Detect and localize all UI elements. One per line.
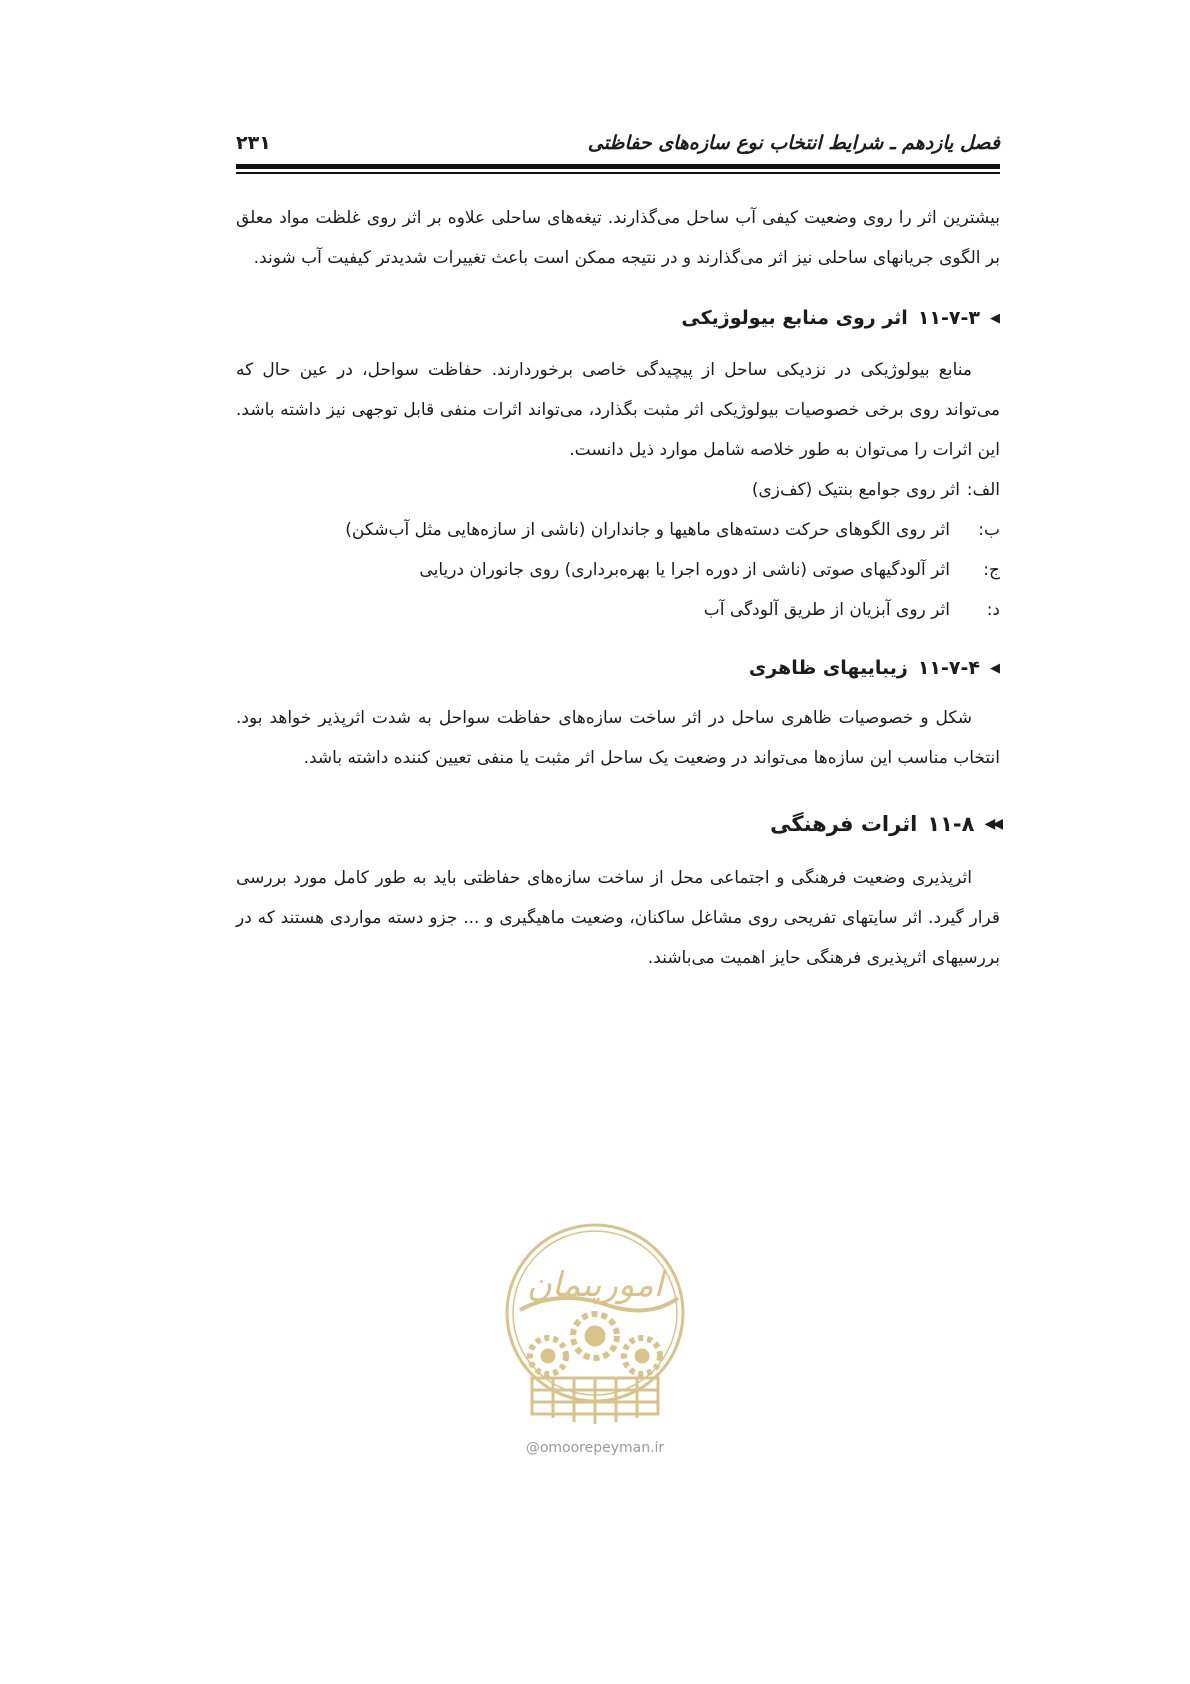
- double-triangle-left-icon: ◀◀: [984, 816, 1000, 832]
- list-item: [236, 470, 1000, 510]
- section-number: ۱۱-۷-۳: [917, 307, 980, 329]
- list-item: [236, 550, 1000, 590]
- list-item-text: اثر آلودگیهای صوتی (ناشی از دوره اجرا یا بهره‌برداری) روی جانوران دریایی: [419, 560, 950, 580]
- list-item-key: الف:: [966, 480, 1000, 500]
- list-item-text: اثر روی آبزیان از طریق آلودگی آب: [703, 600, 950, 620]
- page-number: ۲۳۱: [236, 132, 271, 154]
- section-title: اثرات فرهنگی: [770, 812, 918, 836]
- list-item: [236, 590, 1000, 630]
- watermark-logo-text: امورپیمان: [526, 1265, 664, 1305]
- intro-paragraph: بیشترین اثر را روی وضعیت کیفی آب ساحل می‌گذارند. تیغه‌های ساحلی علاوه بر اثر روی غلظت مواد معلق بر الگوی جریانهای ساحلی نیز اثر می‌گذارند و در نتیجه ممکن است باعث تغییرات شدیدتر کیفیت آب شوند.: [236, 208, 1000, 268]
- header-rule-thin: [236, 172, 1000, 174]
- impact-list: [236, 470, 1000, 630]
- section-heading-11-7-3: [236, 298, 1000, 338]
- section-heading-11-7-4: [236, 648, 1000, 688]
- list-item-key: ب:: [978, 520, 1000, 540]
- list-item: [236, 510, 1000, 550]
- page-content: [236, 198, 1000, 978]
- triangle-left-icon: ◀: [990, 660, 1000, 676]
- section-number: ۱۱-۷-۴: [917, 657, 980, 679]
- section-title: اثر روی منابع بیولوژیکی: [681, 307, 908, 329]
- section-paragraph-11-7-3: منابع بیولوژیکی در نزدیکی ساحل از پیچیدگی خاصی برخوردارند. حفاظت سواحل، در عین حال که می‌تواند روی برخی خصوصیات بیولوژیکی اثر مثبت بگذارد، می‌تواند اثرات منفی قابل توجهی نیز داشته باشد. این اثرات را می‌توان به طور خلاصه شامل موارد ذیل دانست.: [236, 360, 1000, 460]
- section-number: ۱۱-۸: [927, 812, 975, 836]
- section-paragraph-11-8: اثرپذیری وضعیت فرهنگی و اجتماعی محل از ساخت سازه‌های حفاظتی باید به طور کامل مورد بررسی قرار گیرد. اثر سایتهای تفریحی روی مشاغل ساکنان، وضعیت ماهیگیری و ... جزو دسته مواردی هستند که در بررسیهای اثرپذیری فرهنگی حایز اهمیت می‌باشند.: [236, 868, 1000, 968]
- chapter-title: فصل یازدهم ـ شرایط انتخاب نوع سازه‌های حفاظتی: [587, 132, 1000, 154]
- watermark-url: @omoorepeyman.ir: [525, 1440, 665, 1456]
- section-title: زیباییهای ظاهری: [748, 657, 908, 679]
- list-item-key: د:: [986, 600, 1000, 620]
- watermark-logo: [500, 1218, 690, 1438]
- list-item-text: اثر روی جوامع بنتیک (کف‌زی): [751, 480, 960, 500]
- triangle-left-icon: ◀: [990, 310, 1000, 326]
- list-item-text: اثر روی الگوهای حرکت دسته‌های ماهیها و جانداران (ناشی از سازه‌هایی مثل آب‌شکن): [345, 520, 950, 540]
- list-item-key: ج:: [983, 560, 1000, 580]
- page-header: [236, 128, 1000, 158]
- header-rule-thick: [236, 164, 1000, 169]
- section-paragraph-11-7-4: شکل و خصوصیات ظاهری ساحل در اثر ساخت سازه‌های حفاظت سواحل به شدت اثرپذیر خواهد بود. انتخاب مناسب این سازه‌ها می‌تواند در وضعیت یک ساحل اثر مثبت یا منفی تعیین کننده داشته باشد.: [236, 708, 1000, 768]
- section-heading-11-8: [236, 804, 1000, 844]
